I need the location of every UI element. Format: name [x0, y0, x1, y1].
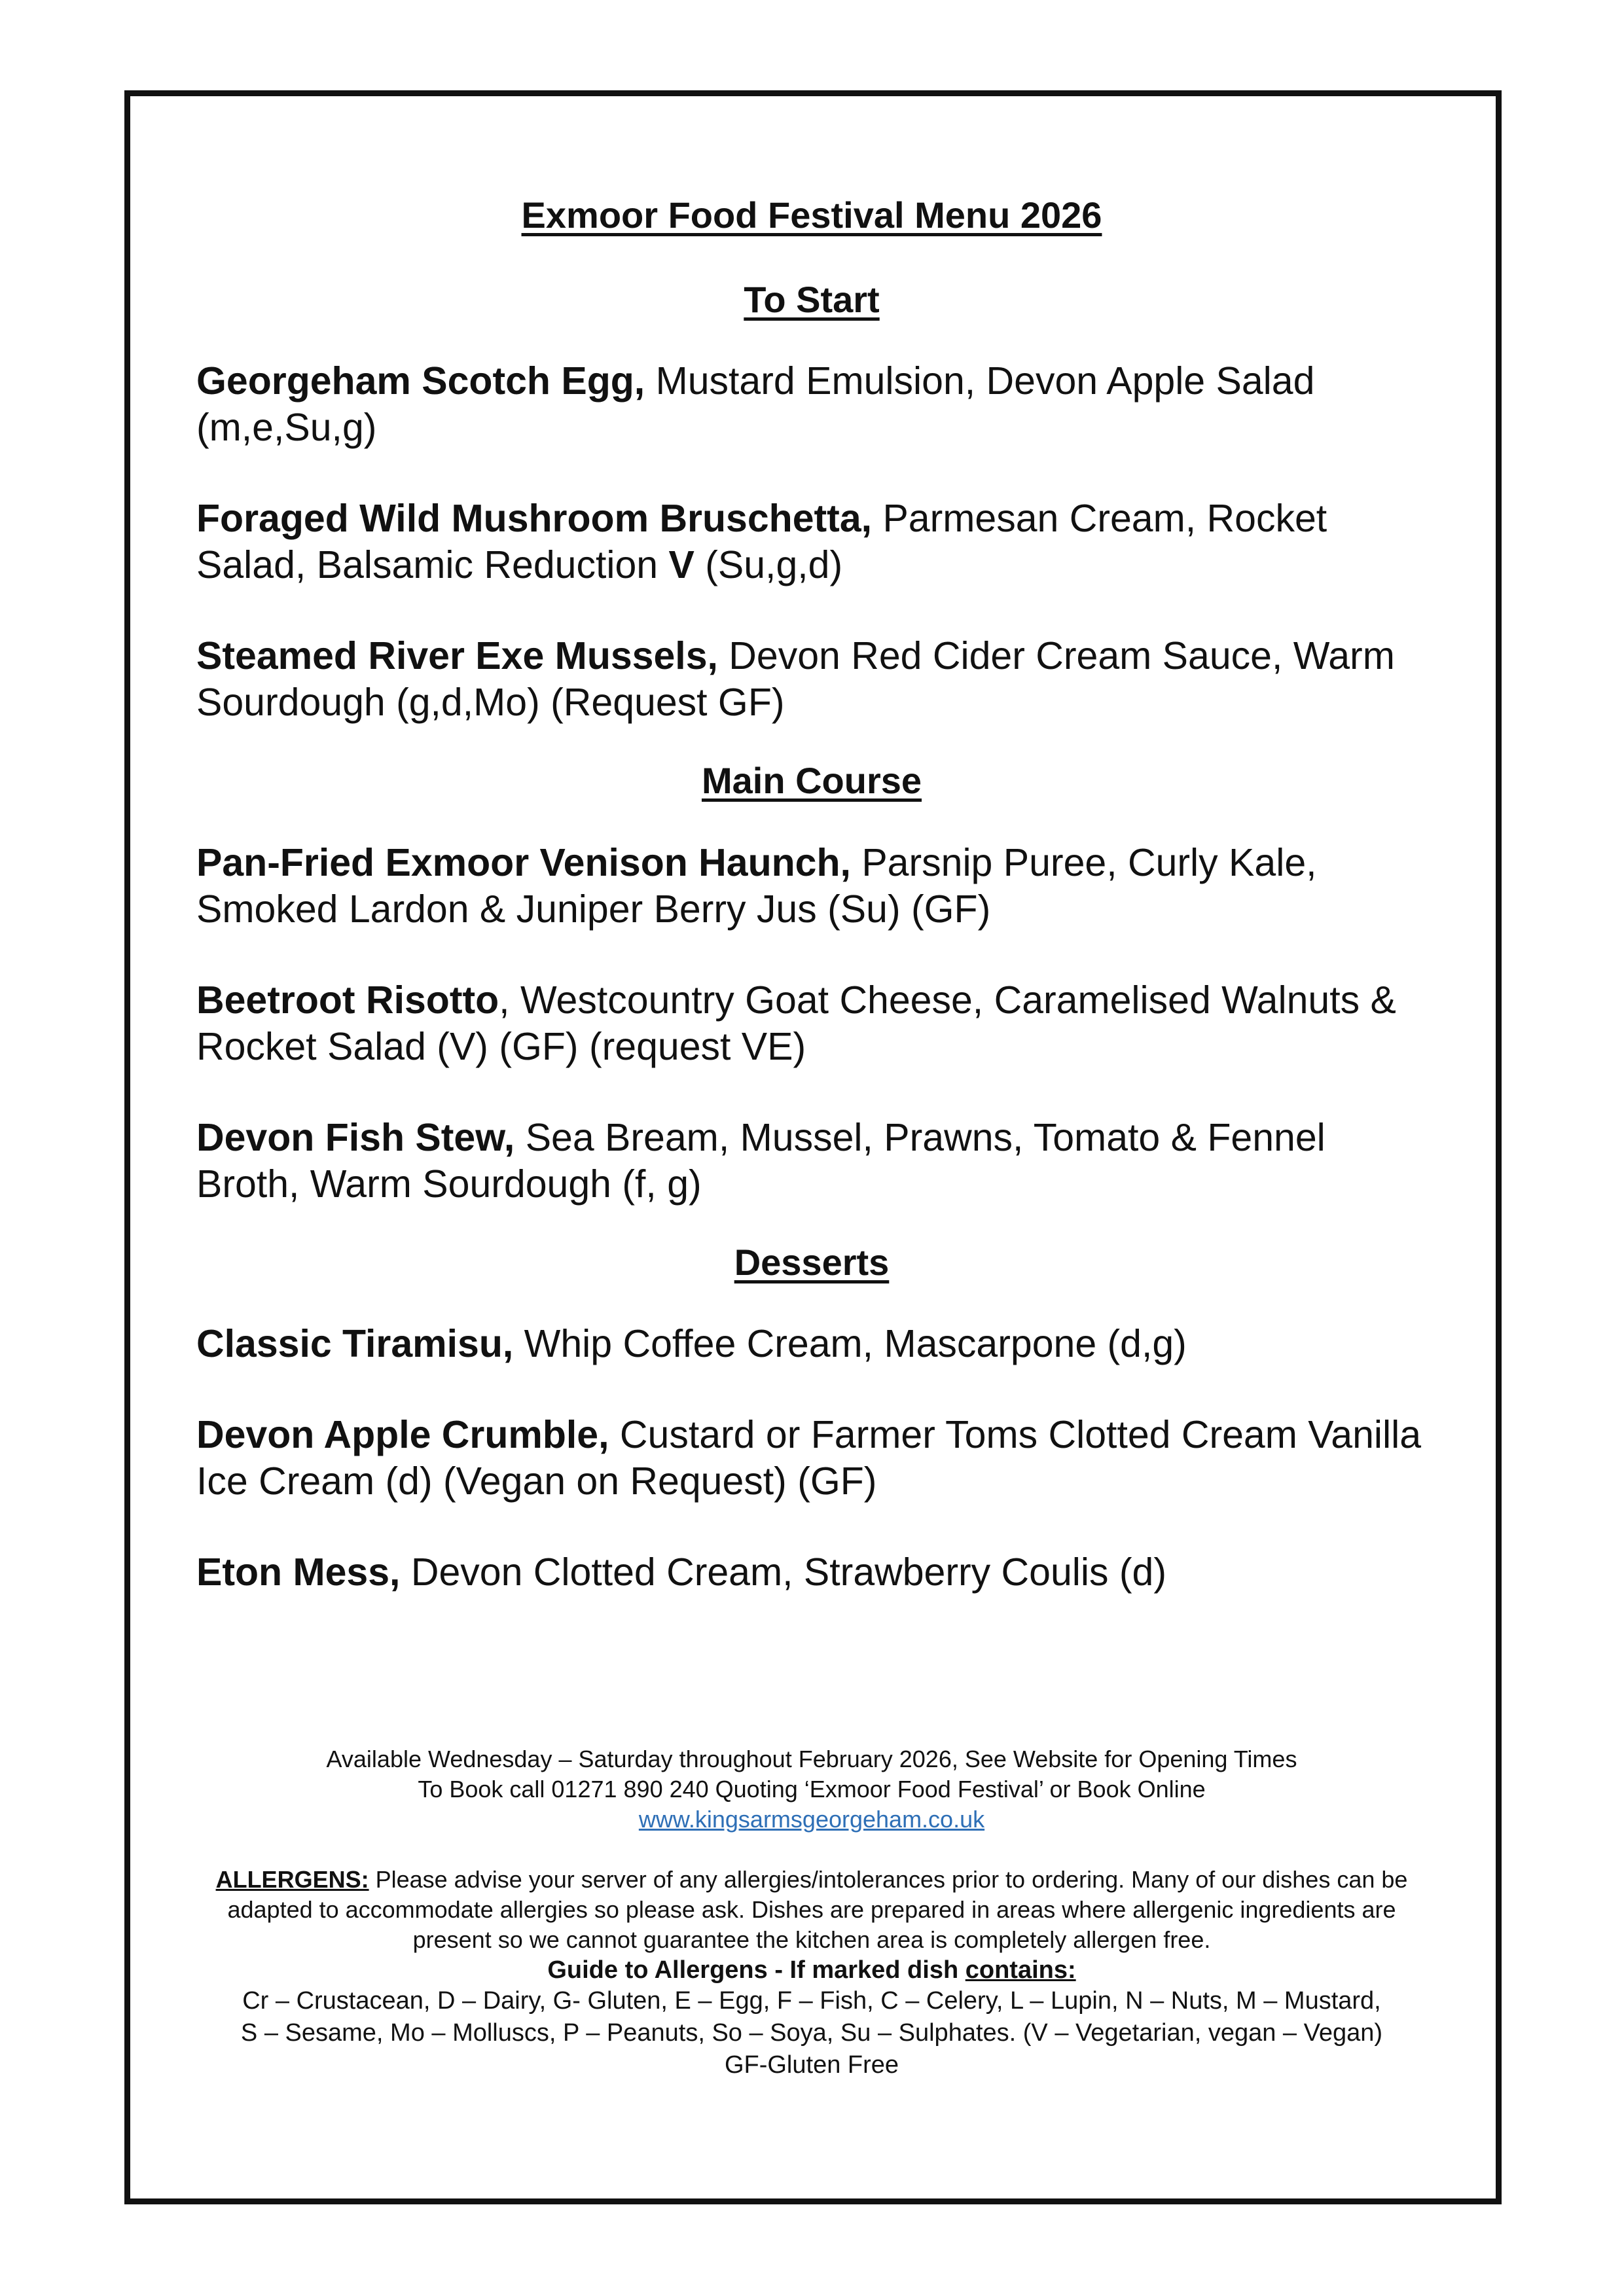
dish-description: Parmesan Cream, Rocket Salad, Balsamic Reduction [196, 497, 1327, 587]
menu-title: Exmoor Food Festival Menu 2026 [521, 194, 1102, 236]
dish-name: Devon Fish Stew, [196, 1115, 515, 1159]
dish-name: Classic Tiramisu, [196, 1321, 514, 1365]
allergen-guide-contains: contains: [965, 1956, 1076, 1984]
dish-allergens: (Su,g,d) [694, 543, 843, 587]
dish-name: Devon Apple Crumble, [196, 1412, 609, 1456]
dish-venison [196, 840, 1427, 933]
allergen-guide-line-1: Cr – Crustacean, D – Dairy, G- Gluten, E – Egg, F – Fish, C – Celery, L – Lupin, N – Nuts, M – Mustard, [242, 1987, 1381, 2015]
dish-name: Pan-Fried Exmoor Venison Haunch, [196, 840, 851, 884]
allergen-guide-title [196, 1955, 1427, 1985]
dish-name: Eton Mess, [196, 1550, 401, 1594]
dish-description: Parsnip Puree, Curly Kale, Smoked Lardon & Juniper Berry Jus (Su) (GF) [196, 840, 1317, 931]
dish-mushroom-bruschetta [196, 495, 1427, 588]
section-title-main-course: Main Course [701, 760, 922, 802]
dish-beetroot-risotto [196, 977, 1427, 1070]
dish-description: , Westcountry Goat Cheese, Caramelised Walnuts & Rocket Salad (V) (GF) (request VE) [196, 978, 1396, 1068]
allergens-label: ALLERGENS: [215, 1866, 369, 1893]
dish-name: Georgeham Scotch Egg, [196, 359, 645, 403]
footer [196, 1744, 1427, 2081]
dish-apple-crumble [196, 1412, 1427, 1505]
allergens-text: Please advise your server of any allergies/intolerances prior to ordering. Many of our dishes can be adapted to accommodate allergies so please ask. Dishes are prepared in areas where allergenic ingredients are present so we cannot guarantee the kitchen area is completely allergen free. [227, 1866, 1408, 1953]
dish-eton-mess [196, 1549, 1427, 1596]
dish-scotch-egg [196, 358, 1427, 451]
allergen-guide-title-text: Guide to Allergens - If marked dish [547, 1956, 965, 1984]
dish-tiramisu [196, 1321, 1427, 1367]
allergen-guide-line-3: GF-Gluten Free [724, 2051, 899, 2079]
dish-description: Custard or Farmer Toms Clotted Cream Vanilla Ice Cream (d) (Vegan on Request) (GF) [196, 1412, 1422, 1503]
booking-text: To Book call 01271 890 240 Quoting ‘Exmoor Food Festival’ or Book Online [418, 1776, 1206, 1803]
allergens-notice [196, 1865, 1427, 1955]
dish-mussels [196, 633, 1427, 726]
allergen-guide-line-2: S – Sesame, Mo – Molluscs, P – Peanuts, So – Soya, Su – Sulphates. (V – Vegetarian, vegan – Vegan) [240, 2019, 1383, 2047]
website-link[interactable]: www.kingsarmsgeorgeham.co.uk [638, 1806, 985, 1833]
dish-description: Mustard Emulsion, Devon Apple Salad (m,e,Su,g) [196, 359, 1315, 450]
dish-description: Sea Bream, Mussel, Prawns, Tomato & Fennel Broth, Warm Sourdough (f, g) [196, 1115, 1326, 1206]
dish-description: Whip Coffee Cream, Mascarpone (d,g) [513, 1321, 1187, 1365]
vegetarian-mark: V [668, 543, 695, 587]
dish-description: Devon Red Cider Cream Sauce, Warm Sourdough (g,d,Mo) (Request GF) [196, 634, 1395, 725]
dish-name: Beetroot Risotto [196, 978, 499, 1022]
section-title-desserts: Desserts [734, 1241, 890, 1283]
availability-text: Available Wednesday – Saturday throughout February 2026, See Website for Opening Times [326, 1746, 1297, 1772]
dish-name: Foraged Wild Mushroom Bruschetta, [196, 497, 873, 541]
menu-content [196, 193, 1427, 1640]
section-title-to-start: To Start [744, 279, 880, 321]
dish-fish-stew [196, 1115, 1427, 1208]
dish-name: Steamed River Exe Mussels, [196, 634, 718, 678]
dish-description: Devon Clotted Cream, Strawberry Coulis (d) [400, 1550, 1167, 1594]
